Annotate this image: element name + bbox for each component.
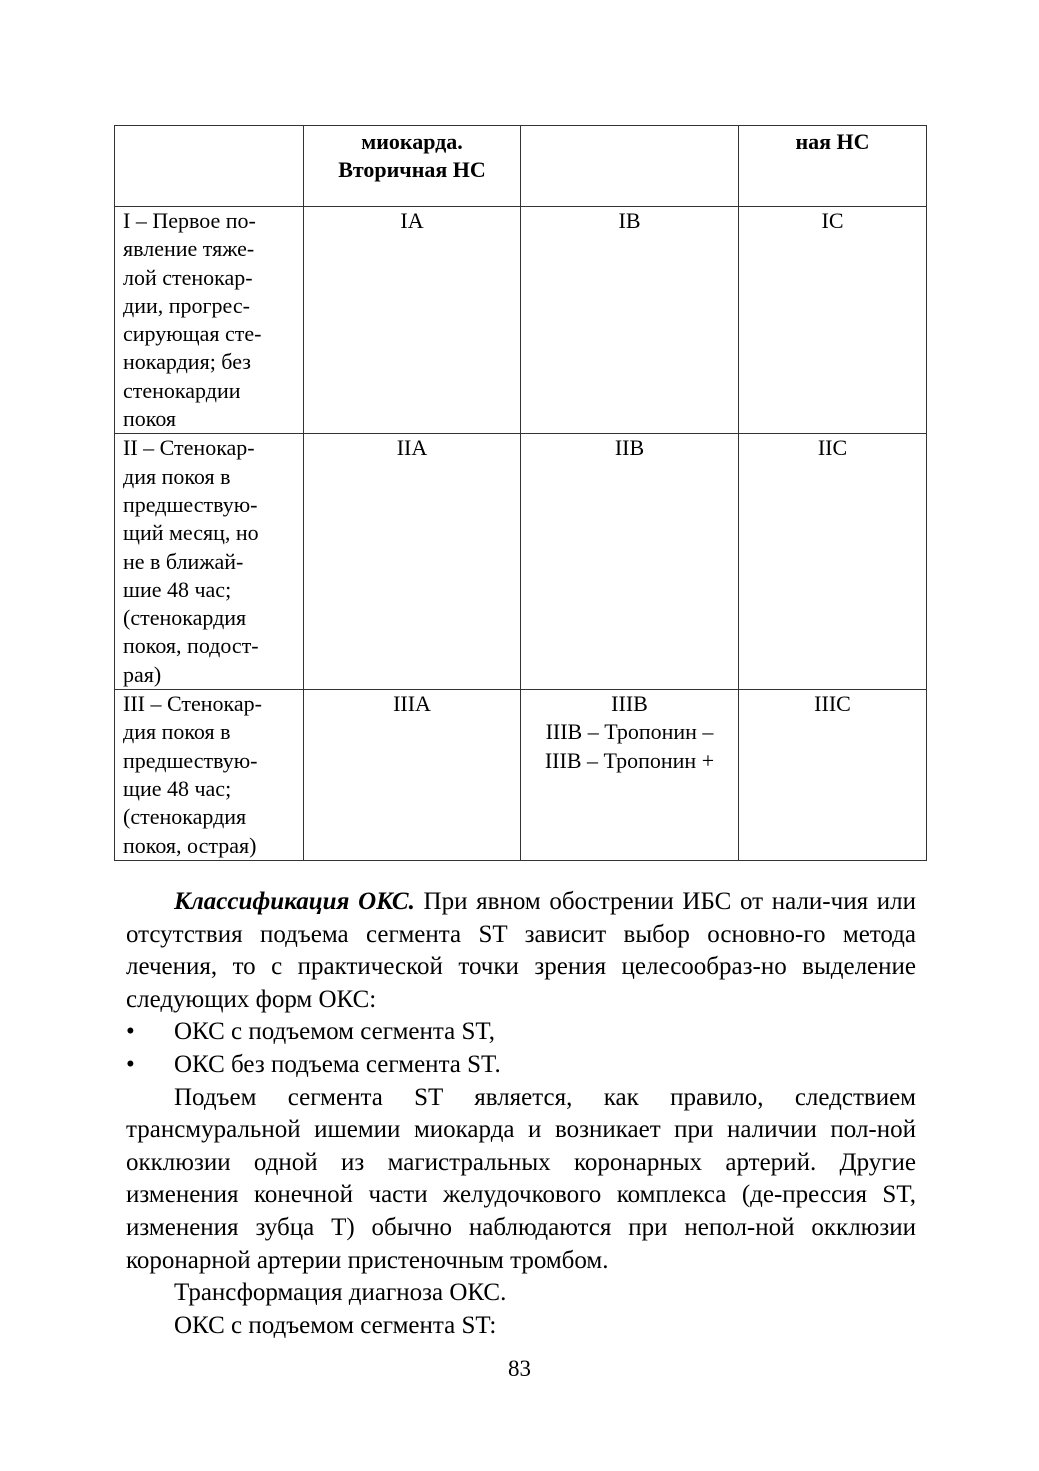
table-cell <box>521 690 739 861</box>
row-label-line: щие 48 час; <box>123 775 232 801</box>
row-label-line: I – Первое по- <box>123 208 256 233</box>
paragraph-lead: Классификация ОКС. <box>174 888 415 915</box>
bullet-mark: • <box>126 1018 135 1046</box>
row-label-line: шие 48 час; <box>123 576 232 602</box>
header-cell-1 <box>115 126 304 207</box>
row-label-cell <box>115 434 304 690</box>
row-label-line: покоя, подост- <box>123 633 259 659</box>
paragraph-classification <box>126 886 916 1016</box>
list-item <box>126 1049 916 1082</box>
table-cell: IIA <box>304 434 521 690</box>
cell-line: IIIB <box>611 691 648 717</box>
paragraph-oks-st: ОКС с подъемом сегмента ST: <box>174 1311 497 1339</box>
row-label-cell <box>115 690 304 861</box>
row-label-line: дия покоя в <box>123 463 231 489</box>
table-row <box>115 690 927 861</box>
cell-line: IB <box>618 208 641 233</box>
row-label-line: нокардия; без <box>123 349 251 375</box>
row-label-cell <box>115 207 304 434</box>
paragraph-text: При явном обострении ИБС от нали-чия или отсутствия подъема сегмента ST зависит выбор основно-го метода лечения, то с практической точки зрения целесообраз-но выделение следующих форм ОКС: <box>126 888 916 1013</box>
row-label-line: не в ближай- <box>123 548 244 574</box>
row-label-line: покоя, острая) <box>123 832 257 858</box>
header-cell-2-line: миокарда. <box>361 129 463 154</box>
table-cell <box>521 434 739 690</box>
row-label-line: покоя <box>123 406 177 432</box>
row-label-line: предшествую- <box>123 491 258 517</box>
table-cell <box>521 207 739 434</box>
table-cell: IIIC <box>739 690 927 861</box>
row-label-line: явление тяже- <box>123 236 255 262</box>
nc-classification-table <box>114 125 927 861</box>
paragraph-transformation: Трансформация диагноза ОКС. <box>174 1279 507 1307</box>
header-cell-2 <box>304 126 521 207</box>
table-row <box>115 434 927 690</box>
row-label-line: лой стенокар- <box>123 264 253 290</box>
table-row <box>115 207 927 434</box>
row-label-line: дии, прогрес- <box>123 292 250 318</box>
cell-line: IIIB – Тропонин – <box>545 719 714 745</box>
list-item-text: ОКС с подъемом сегмента ST, <box>174 1018 496 1046</box>
row-label-line: стенокардии <box>123 377 241 403</box>
row-label-line: щий месяц, но <box>123 520 259 546</box>
row-label-line: (стенокардия <box>123 804 247 830</box>
table-cell: IIIA <box>304 690 521 861</box>
row-label-line: сирующая сте- <box>123 321 262 347</box>
header-cell-2-line: Вторичная НС <box>338 157 486 183</box>
cell-line: IIIB – Тропонин + <box>544 747 715 773</box>
row-label-line: предшествую- <box>123 747 258 773</box>
table-header-row <box>115 126 927 207</box>
body-text <box>126 886 916 1342</box>
paragraph-st-elevation: Подъем сегмента ST является, как правило, следствием трансмуральной ишемии миокарда и возникает при наличии пол-ной окклюзии одной из магистральных коронарных артерий. Другие изменения конечной части желудочкового комплекса (де-прессия ST, изменения зубца T) обычно наблюдаются при непол-ной окклюзии коронарной артерии пристеночным тромбом. <box>126 1083 916 1274</box>
table-cell: IC <box>739 207 927 434</box>
list-item-text: ОКС без подъема сегмента ST. <box>174 1050 501 1078</box>
row-label-line: рая) <box>123 661 162 687</box>
bullet-mark: • <box>126 1050 135 1078</box>
list-item <box>126 1016 916 1049</box>
row-label-line: дия покоя в <box>123 719 231 745</box>
row-label-line: III – Стенокар- <box>123 691 262 717</box>
cell-line: IIB <box>614 435 645 461</box>
header-cell-4: ная НС <box>739 126 927 207</box>
table-cell: IA <box>304 207 521 434</box>
table-cell: IIC <box>739 434 927 690</box>
page-number: 83 <box>508 1356 531 1381</box>
header-cell-3 <box>521 126 739 207</box>
row-label-line: II – Стенокар- <box>123 435 255 461</box>
row-label-line: (стенокардия <box>123 605 247 631</box>
